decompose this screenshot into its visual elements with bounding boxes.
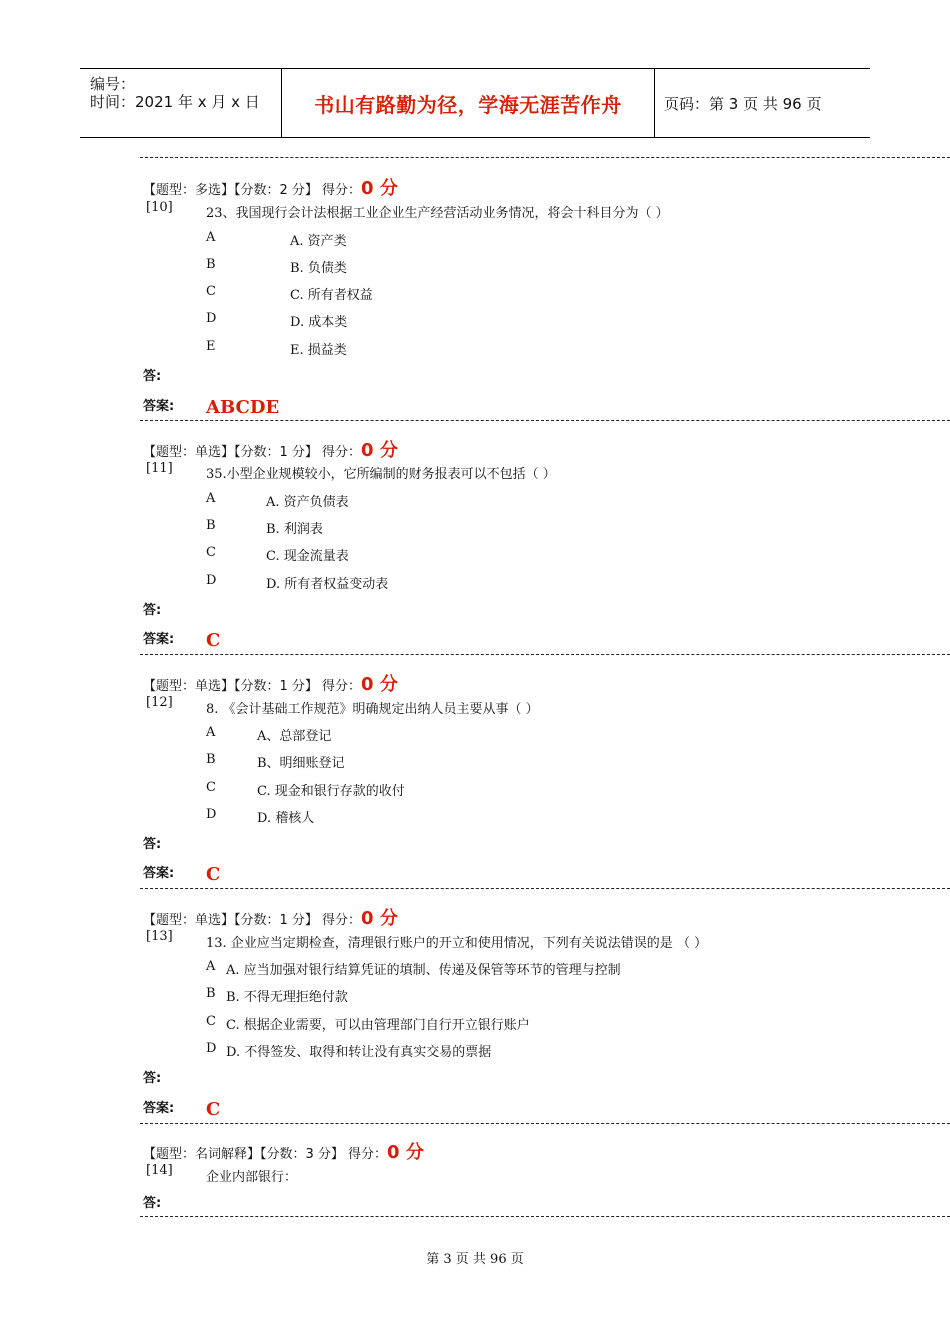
option-text: A. 资产类 bbox=[290, 234, 347, 249]
header-info bbox=[80, 69, 280, 137]
date-label: 时间：2021 年 x 月 x 日 bbox=[90, 93, 260, 111]
option-text: A. 应当加强对银行结算凭证的填制、传递及保管等环节的管理与控制 bbox=[226, 963, 621, 978]
option-letter: B bbox=[206, 752, 216, 767]
question-text: 35.小型企业规模较小，它所编制的财务报表可以不包括（ ） bbox=[206, 467, 556, 482]
option-text: D. 稽核人 bbox=[257, 811, 315, 826]
answer-prompt: 答: bbox=[143, 369, 162, 384]
answer-prompt: 答: bbox=[143, 1071, 162, 1086]
answer-prompt: 答: bbox=[143, 603, 162, 618]
document-number-label: 编号： bbox=[90, 75, 136, 93]
option-letter: A bbox=[206, 491, 216, 506]
question-number: [10] bbox=[146, 200, 173, 215]
option-letter: C bbox=[206, 780, 216, 795]
question-number: [11] bbox=[146, 461, 173, 476]
question-meta bbox=[143, 174, 398, 200]
answer-value: C bbox=[206, 630, 221, 651]
question-type-label: 【题型：多选】【分数：2 分】 得分： bbox=[143, 183, 362, 198]
question-text: 23、我国现行会计法根据工业企业生产经营活动业务情况，将会十科目分为（ ） bbox=[206, 206, 669, 221]
answer-label: 答案: bbox=[143, 399, 175, 414]
dashed-separator bbox=[140, 1123, 950, 1124]
option-letter: D bbox=[206, 1041, 217, 1056]
question-number: [12] bbox=[146, 695, 173, 710]
option-text: C. 现金流量表 bbox=[266, 549, 349, 564]
question-meta bbox=[143, 670, 398, 696]
page-header bbox=[80, 68, 870, 138]
dashed-separator bbox=[140, 420, 950, 421]
option-text: C. 所有者权益 bbox=[290, 288, 373, 303]
dashed-separator bbox=[140, 1216, 950, 1217]
score-value: 0 分 bbox=[361, 674, 398, 695]
answer-label: 答案: bbox=[143, 1101, 175, 1116]
answer-value: C bbox=[206, 864, 221, 885]
score-value: 0 分 bbox=[361, 178, 398, 199]
option-text: C. 根据企业需要，可以由管理部门自行开立银行账户 bbox=[226, 1018, 530, 1033]
option-letter: B bbox=[206, 257, 216, 272]
answer-label: 答案: bbox=[143, 632, 175, 647]
option-letter: E bbox=[206, 339, 216, 354]
page-footer: 第 3 页 共 96 页 bbox=[426, 1252, 524, 1267]
question-type-label: 【题型：单选】【分数：1 分】 得分： bbox=[143, 679, 362, 694]
answer-label: 答案: bbox=[143, 866, 175, 881]
dashed-separator bbox=[140, 654, 950, 655]
question-meta bbox=[143, 904, 398, 930]
option-letter: A bbox=[206, 959, 216, 974]
question-number: [14] bbox=[146, 1163, 173, 1178]
score-value: 0 分 bbox=[387, 1142, 424, 1163]
answer-value: C bbox=[206, 1099, 221, 1120]
question-type-label: 【题型：单选】【分数：1 分】 得分： bbox=[143, 913, 362, 928]
option-letter: D bbox=[206, 807, 217, 822]
question-text: 13. 企业应当定期检查，清理银行账户的开立和使用情况，下列有关说法错误的是 （ ） bbox=[206, 936, 708, 951]
page-indicator: 页码：第 3 页 共 96 页 bbox=[664, 94, 822, 113]
answer-prompt: 答: bbox=[143, 1196, 162, 1211]
option-letter: B bbox=[206, 986, 216, 1001]
question-number: [13] bbox=[146, 929, 173, 944]
question-meta bbox=[143, 1138, 424, 1164]
question-text: 企业内部银行： bbox=[206, 1170, 298, 1185]
option-letter: A bbox=[206, 230, 216, 245]
answer-prompt: 答: bbox=[143, 837, 162, 852]
option-text: C. 现金和银行存款的收付 bbox=[257, 784, 405, 799]
header-motto-cell bbox=[281, 69, 655, 137]
option-text: B. 负债类 bbox=[290, 261, 347, 276]
option-text: B. 利润表 bbox=[266, 522, 323, 537]
option-letter: D bbox=[206, 573, 217, 588]
dashed-separator bbox=[140, 888, 950, 889]
motto-text: 书山有路勤为径，学海无涯苦作舟 bbox=[314, 92, 622, 117]
option-text: A、总部登记 bbox=[257, 729, 332, 744]
option-text: A. 资产负债表 bbox=[266, 495, 349, 510]
question-type-label: 【题型：单选】【分数：1 分】 得分： bbox=[143, 445, 362, 460]
question-text: 8. 《会计基础工作规范》明确规定出纳人员主要从事（ ） bbox=[206, 702, 539, 717]
option-letter: B bbox=[206, 518, 216, 533]
answer-value: ABCDE bbox=[206, 397, 280, 418]
option-text: D. 成本类 bbox=[290, 315, 348, 330]
option-letter: D bbox=[206, 311, 217, 326]
score-value: 0 分 bbox=[361, 440, 398, 461]
option-text: B、明细账登记 bbox=[257, 756, 345, 771]
question-type-label: 【题型：名词解释】【分数：3 分】 得分： bbox=[143, 1147, 388, 1162]
dashed-separator bbox=[140, 157, 950, 158]
option-text: E. 损益类 bbox=[290, 343, 347, 358]
question-meta bbox=[143, 436, 398, 462]
header-page-cell bbox=[654, 69, 880, 137]
option-text: B. 不得无理拒绝付款 bbox=[226, 990, 348, 1005]
score-value: 0 分 bbox=[361, 908, 398, 929]
option-text: D. 不得签发、取得和转让没有真实交易的票据 bbox=[226, 1045, 492, 1060]
option-letter: C bbox=[206, 284, 216, 299]
option-letter: C bbox=[206, 545, 216, 560]
option-text: D. 所有者权益变动表 bbox=[266, 577, 389, 592]
option-letter: A bbox=[206, 725, 216, 740]
option-letter: C bbox=[206, 1014, 216, 1029]
